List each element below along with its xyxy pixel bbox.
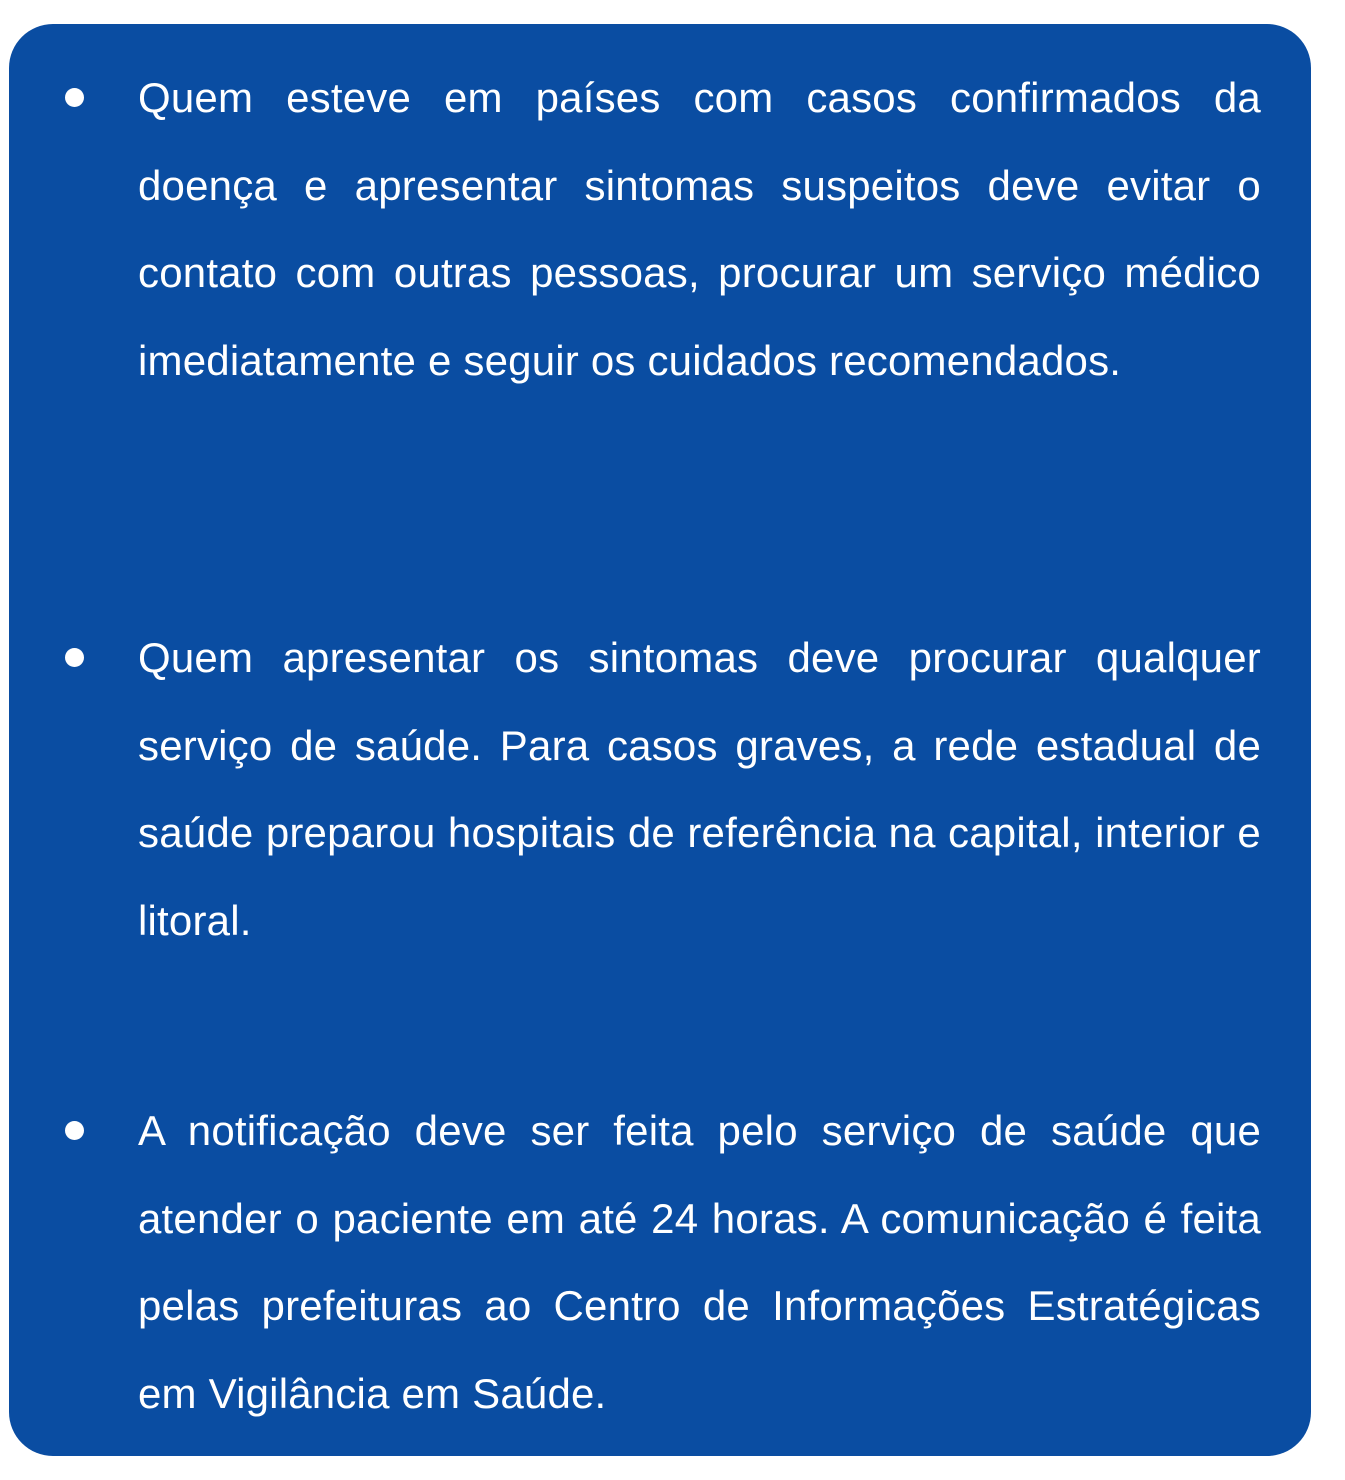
bullet-dot-icon [65, 1121, 84, 1140]
list-item-text: Quem apresentar os sintomas deve procurar qualquer serviço de saúde. Para casos graves, a rede estadual de saúde preparou hospitais de referência na capital, interior e litoral. [138, 634, 1261, 944]
list-item-text: A notificação deve ser feita pelo serviço de saúde que atender o paciente em até 24 horas. A comunicação é feita pelas prefeituras ao Centro de Informações Estratégicas em Vigilância em Saúde. [138, 1107, 1261, 1417]
info-card [9, 24, 1311, 1456]
bullet-dot-icon [65, 88, 84, 107]
list-item-text: Quem esteve em países com casos confirmados da doença e apresentar sintomas suspeitos deve evitar o contato com outras pessoas, procurar um serviço médico imediatamente e seguir os cuidados recomendados. [138, 74, 1261, 384]
bullet-dot-icon [65, 648, 84, 667]
